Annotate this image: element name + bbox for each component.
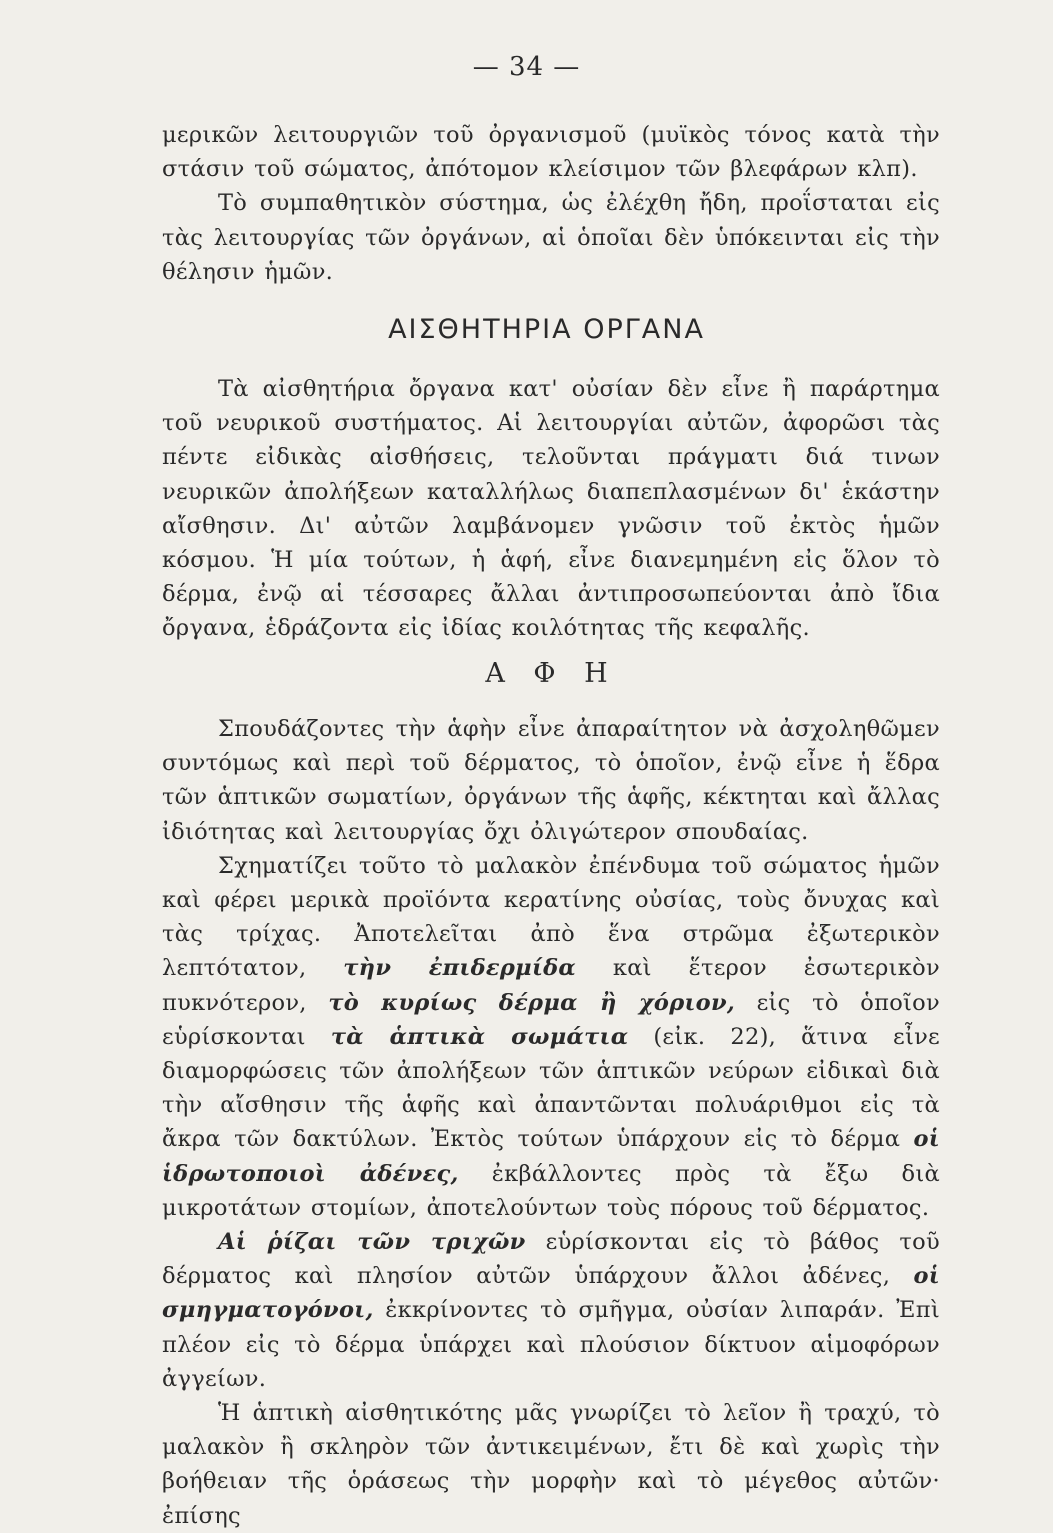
intro-block bbox=[162, 118, 940, 289]
sense-organs-block bbox=[162, 372, 940, 646]
section-heading-touch: Α Φ Η bbox=[485, 658, 618, 689]
touch-paragraph-3 bbox=[162, 1225, 940, 1396]
text-span: (εἰκ. 22), ἅτινα εἶνε διαμορφώσεις τῶν ἀπολήξεων τῶν ἁπτικῶν νεύρων εἰδικαὶ διὰ τὴν αἴσθησιν τῆς ἁφῆς καὶ ἀπαντῶνται πολυάριθμοι εἰς τὰ ἄκρα τῶν δακτύλων. Ἐκτὸς τούτων ὑπάρχουν εἰς τὸ δέρμα bbox=[162, 1023, 941, 1153]
section-heading-sense-organs: ΑΙΣΘΗΤΗΡΙΑ ΟΡΓΑΝΑ bbox=[388, 314, 705, 345]
touch-paragraph-1: Σπουδάζοντες τὴν ἁφὴν εἶνε ἀπαραίτητον νὰ ἀσχοληθῶμεν συντόμως καὶ περὶ τοῦ δέρματος, τὸ ὁποῖον, ἐνῷ εἶνε ἡ ἕδρα τῶν ἁπτικῶν σωματίων, ὀργάνων τῆς ἁφῆς, κέκτηται καὶ ἄλλας ἰδιότητας καὶ λειτουργίας ὄχι ὀλιγώτερον σπουδαίας. bbox=[162, 716, 940, 845]
touch-paragraph-2 bbox=[162, 849, 940, 1225]
sense-organs-paragraph: Τὰ αἰσθητήρια ὄργανα κατ' οὐσίαν δὲν εἶνε ἢ παράρτημα τοῦ νευρικοῦ συστήματος. Αἱ λειτουργίαι αὐτῶν, ἀφορῶσι τὰς πέντε εἰδικὰς αἰσθήσεις, τελοῦνται πράγματι διά τινων νευρικῶν ἀπολήξεων καταλλήλως διαπεπλασμένων δι' ἑκάστην αἴσθησιν. Δι' αὐτῶν λαμβάνομεν γνῶσιν τοῦ ἐκτὸς ἡμῶν κόσμου. Ἡ μία τούτων, ἡ ἁφή, εἶνε διανεμημένη εἰς ὅλον τὸ δέρμα, ἐνῷ αἱ τέσσαρες ἄλλαι ἀντιπροσωπεύονται ἀπὸ ἴδια ὄργανα, ἑδράζοντα εἰς ἰδίας κοιλότητας τῆς κεφαλῆς. bbox=[162, 376, 940, 642]
term-hair-roots: Αἱ ῥίζαι τῶν τριχῶν bbox=[218, 1229, 526, 1256]
intro-paragraph-1: μερικῶν λειτουργιῶν τοῦ ὀργανισμοῦ (μυϊκὸς τόνος κατὰ τὴν στάσιν τοῦ σώματος, ἀπότομον κλείσιμον τῶν βλεφάρων κλπ). bbox=[162, 122, 940, 183]
term-sebaceous-glands: οἱ σμηγματογόνοι, bbox=[162, 1263, 940, 1324]
text-span: καὶ ἕτερον ἐσωτερικὸν πυκνότερον, bbox=[162, 955, 940, 1016]
term-dermis: τὸ κυρίως δέρμα ἢ χόριον, bbox=[328, 989, 736, 1016]
intro-paragraph-2: Τὸ συμπαθητικὸν σύστημα, ὡς ἐλέχθη ἤδη, προΐσταται εἰς τὰς λειτουργίας τῶν ὀργάνων, αἱ ὁποῖαι δὲν ὑπόκεινται εἰς τὴν θέλησιν ἡμῶν. bbox=[162, 190, 940, 285]
text-span: εἰς τὸ ὁποῖον εὑρίσκονται bbox=[162, 989, 941, 1050]
touch-block bbox=[162, 712, 940, 1533]
text-span: εὑρίσκονται εἰς τὸ βάθος τοῦ δέρματος καὶ πλησίον αὐτῶν ὑπάρχουν ἄλλοι ἀδένες, bbox=[162, 1229, 940, 1290]
term-sweat-glands: οἱ ἱδρωτοποιοὶ ἀδένες, bbox=[162, 1126, 940, 1187]
term-epidermis: τὴν ἐπιδερμίδα bbox=[343, 955, 577, 982]
touch-paragraph-4: Ἡ ἁπτικὴ αἰσθητικότης μᾶς γνωρίζει τὸ λεῖον ἢ τραχύ, τὸ μαλακὸν ἢ σκληρὸν τῶν ἀντικειμένων, ἔτι δὲ καὶ χωρὶς τὴν βοήθειαν τῆς ὁράσεως τὴν μορφὴν καὶ τὸ μέγεθος αὐτῶν· ἐπίσης bbox=[162, 1400, 940, 1529]
text-span: ἐκκρίνοντες τὸ σμῆγμα, οὐσίαν λιπαράν. Ἐπὶ πλέον εἰς τὸ δέρμα ὑπάρχει καὶ πλούσιον δίκτυον αἱμοφόρων ἀγγείων. bbox=[162, 1297, 940, 1392]
page-number: — 34 — bbox=[472, 52, 581, 82]
text-span: ἐκβάλλοντες πρὸς τὰ ἔξω διὰ μικροτάτων στομίων, ἀποτελούντων τοὺς πόρους τοῦ δέρματος. bbox=[162, 1160, 940, 1221]
text-span: Σχηματίζει τοῦτο τὸ μαλακὸν ἐπένδυμα τοῦ σώματος ἡμῶν καὶ φέρει μερικὰ προϊόντα κερατίνης οὐσίας, τοὺς ὄνυχας καὶ τὰς τρίχας. Ἀποτελεῖται ἀπὸ ἕνα στρῶμα ἐξωτερικὸν λεπτότατον, bbox=[162, 852, 940, 982]
term-tactile-corpuscles: τὰ ἁπτικὰ σωμάτια bbox=[330, 1023, 629, 1050]
